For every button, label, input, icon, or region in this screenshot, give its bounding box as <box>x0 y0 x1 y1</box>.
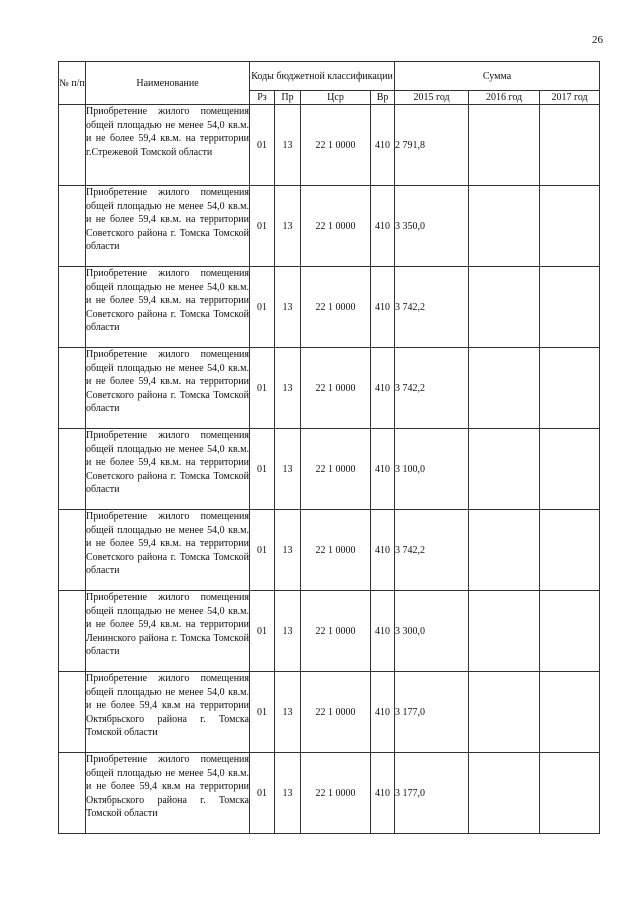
row-csr: 22 1 0000 <box>301 753 371 834</box>
table-row <box>59 186 600 267</box>
table-row <box>59 105 600 186</box>
row-pr: 13 <box>275 510 301 591</box>
row-rz: 01 <box>250 753 275 834</box>
row-rz: 01 <box>250 591 275 672</box>
row-csr: 22 1 0000 <box>301 429 371 510</box>
row-csr: 22 1 0000 <box>301 105 371 186</box>
row-vr: 410 <box>371 753 395 834</box>
row-num <box>59 105 86 186</box>
row-pr: 13 <box>275 105 301 186</box>
header-2016: 2016 год <box>469 91 540 105</box>
row-csr: 22 1 0000 <box>301 348 371 429</box>
row-2016 <box>469 429 540 510</box>
row-num <box>59 348 86 429</box>
row-vr: 410 <box>371 348 395 429</box>
row-num <box>59 672 86 753</box>
row-2015: 3 742,2 <box>395 510 469 591</box>
row-num <box>59 186 86 267</box>
row-2017 <box>540 267 600 348</box>
row-2016 <box>469 753 540 834</box>
header-pr: Пр <box>275 91 301 105</box>
row-name: Приобретение жилого помещения общей площадью не менее 54,0 кв.м. и не более 59,4 кв.м. на территории Советского района г. Томска Томской области <box>86 186 250 267</box>
row-pr: 13 <box>275 753 301 834</box>
header-codes: Коды бюджетной классификации <box>250 62 395 91</box>
row-csr: 22 1 0000 <box>301 591 371 672</box>
row-2016 <box>469 672 540 753</box>
row-num <box>59 429 86 510</box>
row-csr: 22 1 0000 <box>301 672 371 753</box>
row-2016 <box>469 591 540 672</box>
row-pr: 13 <box>275 267 301 348</box>
table-row <box>59 348 600 429</box>
table-row <box>59 429 600 510</box>
row-2017 <box>540 591 600 672</box>
row-2015: 3 742,2 <box>395 267 469 348</box>
row-pr: 13 <box>275 672 301 753</box>
row-2015: 2 791,8 <box>395 105 469 186</box>
header-name: Наименование <box>86 62 250 105</box>
header-2015: 2015 год <box>395 91 469 105</box>
header-csr: Цср <box>301 91 371 105</box>
row-2016 <box>469 510 540 591</box>
row-name: Приобретение жилого помещения общей площадью не менее 54,0 кв.м. и не более 59,4 кв.м. на территории г.Стрежевой Томской области <box>86 105 250 186</box>
row-csr: 22 1 0000 <box>301 267 371 348</box>
row-num <box>59 591 86 672</box>
row-pr: 13 <box>275 591 301 672</box>
page-number: 26 <box>592 34 603 46</box>
row-vr: 410 <box>371 267 395 348</box>
header-num: № п/п <box>59 62 86 105</box>
row-rz: 01 <box>250 186 275 267</box>
row-2017 <box>540 672 600 753</box>
row-vr: 410 <box>371 672 395 753</box>
row-2017 <box>540 186 600 267</box>
row-name: Приобретение жилого помещения общей площадью не менее 54,0 кв.м. и не более 59,4 кв.м. на территории Советского района г. Томска Томской области <box>86 429 250 510</box>
row-rz: 01 <box>250 429 275 510</box>
row-name: Приобретение жилого помещения общей площадью не менее 54,0 кв.м. и не более 59,4 кв.м. на территории Советского района г. Томска Томской области <box>86 348 250 429</box>
row-2016 <box>469 348 540 429</box>
row-name: Приобретение жилого помещения общей площадью не менее 54,0 кв.м. и не более 59,4 кв.м на территории Октябрьского района г. Томска Томской области <box>86 753 250 834</box>
table-row <box>59 672 600 753</box>
row-pr: 13 <box>275 348 301 429</box>
table-row <box>59 753 600 834</box>
row-num <box>59 753 86 834</box>
row-num <box>59 510 86 591</box>
row-2015: 3 350,0 <box>395 186 469 267</box>
header-vr: Вр <box>371 91 395 105</box>
row-rz: 01 <box>250 510 275 591</box>
row-2015: 3 177,0 <box>395 672 469 753</box>
row-2017 <box>540 753 600 834</box>
row-2016 <box>469 186 540 267</box>
header-rz: Рз <box>250 91 275 105</box>
row-csr: 22 1 0000 <box>301 186 371 267</box>
row-2015: 3 300,0 <box>395 591 469 672</box>
row-2015: 3 177,0 <box>395 753 469 834</box>
row-csr: 22 1 0000 <box>301 510 371 591</box>
row-2017 <box>540 105 600 186</box>
row-num <box>59 267 86 348</box>
header-sum: Сумма <box>395 62 600 91</box>
row-pr: 13 <box>275 429 301 510</box>
budget-table <box>58 61 600 834</box>
row-2017 <box>540 429 600 510</box>
header-2017: 2017 год <box>540 91 600 105</box>
table-row <box>59 591 600 672</box>
row-name: Приобретение жилого помещения общей площадью не менее 54,0 кв.м. и не более 59,4 кв.м. на территории Ленинского района г. Томска Томской области <box>86 591 250 672</box>
row-name: Приобретение жилого помещения общей площадью не менее 54,0 кв.м. и не более 59,4 кв.м. на территории Советского района г. Томска Томской области <box>86 510 250 591</box>
row-name: Приобретение жилого помещения общей площадью не менее 54,0 кв.м. и не более 59,4 кв.м. на территории Советского района г. Томска Томской области <box>86 267 250 348</box>
row-vr: 410 <box>371 429 395 510</box>
row-rz: 01 <box>250 348 275 429</box>
row-2017 <box>540 510 600 591</box>
row-rz: 01 <box>250 267 275 348</box>
row-vr: 410 <box>371 591 395 672</box>
table-row <box>59 510 600 591</box>
row-2015: 3 742,2 <box>395 348 469 429</box>
table-row <box>59 267 600 348</box>
row-2015: 3 100,0 <box>395 429 469 510</box>
row-rz: 01 <box>250 105 275 186</box>
row-vr: 410 <box>371 105 395 186</box>
row-2016 <box>469 105 540 186</box>
row-vr: 410 <box>371 510 395 591</box>
row-2016 <box>469 267 540 348</box>
row-pr: 13 <box>275 186 301 267</box>
row-vr: 410 <box>371 186 395 267</box>
row-2017 <box>540 348 600 429</box>
row-rz: 01 <box>250 672 275 753</box>
row-name: Приобретение жилого помещения общей площадью не менее 54,0 кв.м. и не более 59,4 кв.м на территории Октябрьского района г. Томска Томской области <box>86 672 250 753</box>
